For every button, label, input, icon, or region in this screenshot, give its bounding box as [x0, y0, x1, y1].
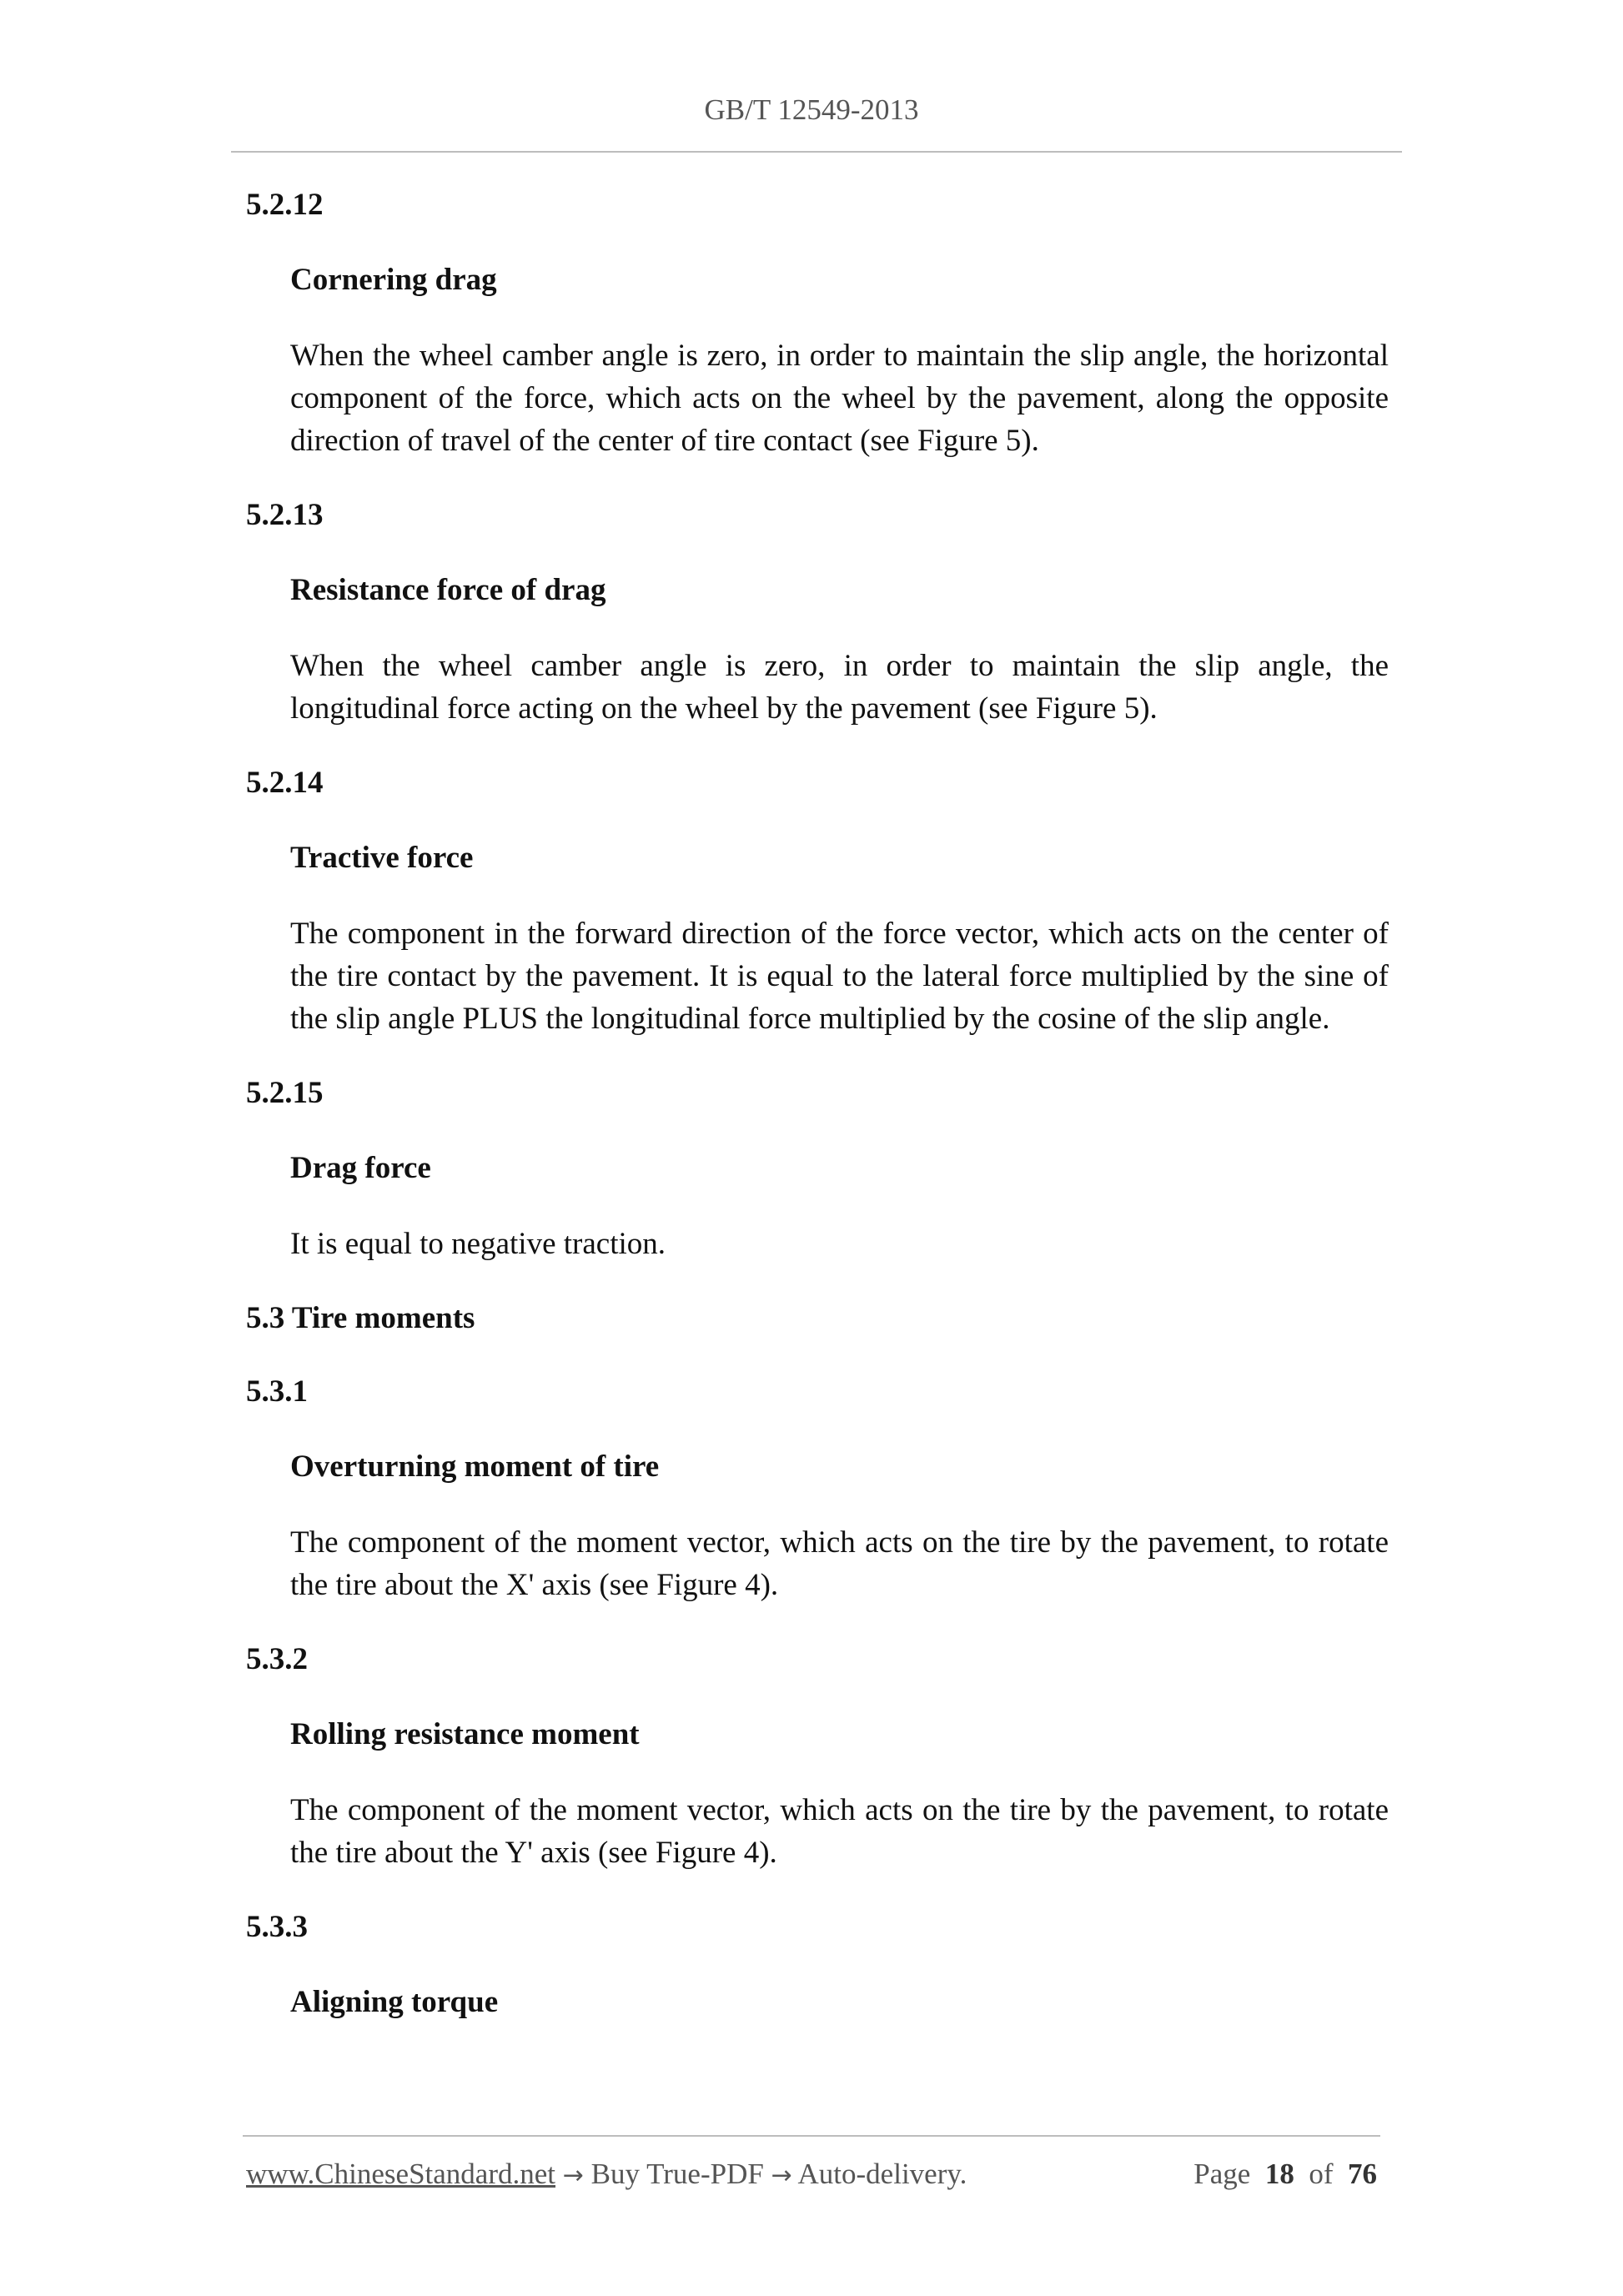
section-number: 5.2.15 — [246, 1076, 324, 1110]
term-title: Resistance force of drag — [290, 573, 606, 607]
section-5-2-12 — [246, 185, 1389, 462]
section-number: 5.2.12 — [246, 188, 324, 222]
page-number — [1193, 2158, 1377, 2191]
term-title: Tractive force — [290, 841, 474, 875]
term-title: Overturning moment of tire — [290, 1449, 660, 1484]
header-divider — [231, 151, 1402, 153]
buy-pdf-text: Buy True-PDF — [590, 2158, 764, 2190]
document-body — [246, 185, 1389, 2022]
section-number: 5.2.14 — [246, 766, 324, 800]
term-title: Drag force — [290, 1151, 431, 1185]
term-title: Rolling resistance moment — [290, 1717, 640, 1751]
page-total: 76 — [1348, 2158, 1377, 2190]
definition-text: When the wheel camber angle is zero, in order to maintain the slip angle, the horizontal component of the force, which acts on the wheel by the pavement, along the opposite direction of travel of the center of tire contact (see Figure 5). — [290, 339, 1389, 458]
section-5-2-14 — [246, 763, 1389, 1040]
definition-text: The component of the moment vector, which acts on the tire by the pavement, to rotate the tire about the Y' axis (see Figure 4). — [290, 1793, 1389, 1870]
section-number: 5.3.1 — [246, 1374, 308, 1409]
section-5-3 — [246, 1299, 1389, 1339]
term-title: Aligning torque — [290, 1985, 499, 2019]
definition-text: It is equal to negative traction. — [290, 1227, 666, 1261]
section-number: 5.3.2 — [246, 1642, 308, 1676]
page-label: Page — [1193, 2158, 1251, 2190]
section-5-2-15 — [246, 1073, 1389, 1265]
definition-text: The component in the forward direction of the force vector, which acts on the center of the tire contact by the pavement. It is equal to the lateral force multiplied by the sine of the slip angle PLUS the longitudinal force multiplied by the cosine of the slip angle. — [290, 917, 1389, 1036]
term-title: Cornering drag — [290, 263, 497, 297]
section-number: 5.2.13 — [246, 498, 324, 532]
section-5-3-3 — [246, 1907, 1389, 2022]
arrow-right-icon: → — [562, 2161, 584, 2190]
page-footer — [246, 2158, 1377, 2191]
definition-text: The component of the moment vector, which acts on the tire by the pavement, to rotate the tire about the X' axis (see Figure 4). — [290, 1525, 1389, 1602]
page-header: GB/T 12549-2013 — [704, 93, 919, 126]
footer-links — [246, 2158, 967, 2191]
auto-delivery-text: Auto-delivery. — [797, 2158, 967, 2190]
website-link[interactable]: www.ChineseStandard.net — [246, 2158, 555, 2190]
section-5-2-13 — [246, 495, 1389, 730]
section-5-3-1 — [246, 1372, 1389, 1606]
page-of: of — [1309, 2158, 1334, 2190]
page-current: 18 — [1264, 2158, 1294, 2190]
section-heading: 5.3 Tire moments — [246, 1301, 475, 1335]
section-number: 5.3.3 — [246, 1910, 308, 1944]
definition-text: When the wheel camber angle is zero, in order to maintain the slip angle, the longitudinal force acting on the wheel by the pavement (see Figure 5). — [290, 649, 1389, 726]
arrow-right-icon: → — [771, 2161, 792, 2190]
section-5-3-2 — [246, 1640, 1389, 1874]
footer-divider — [243, 2135, 1380, 2137]
